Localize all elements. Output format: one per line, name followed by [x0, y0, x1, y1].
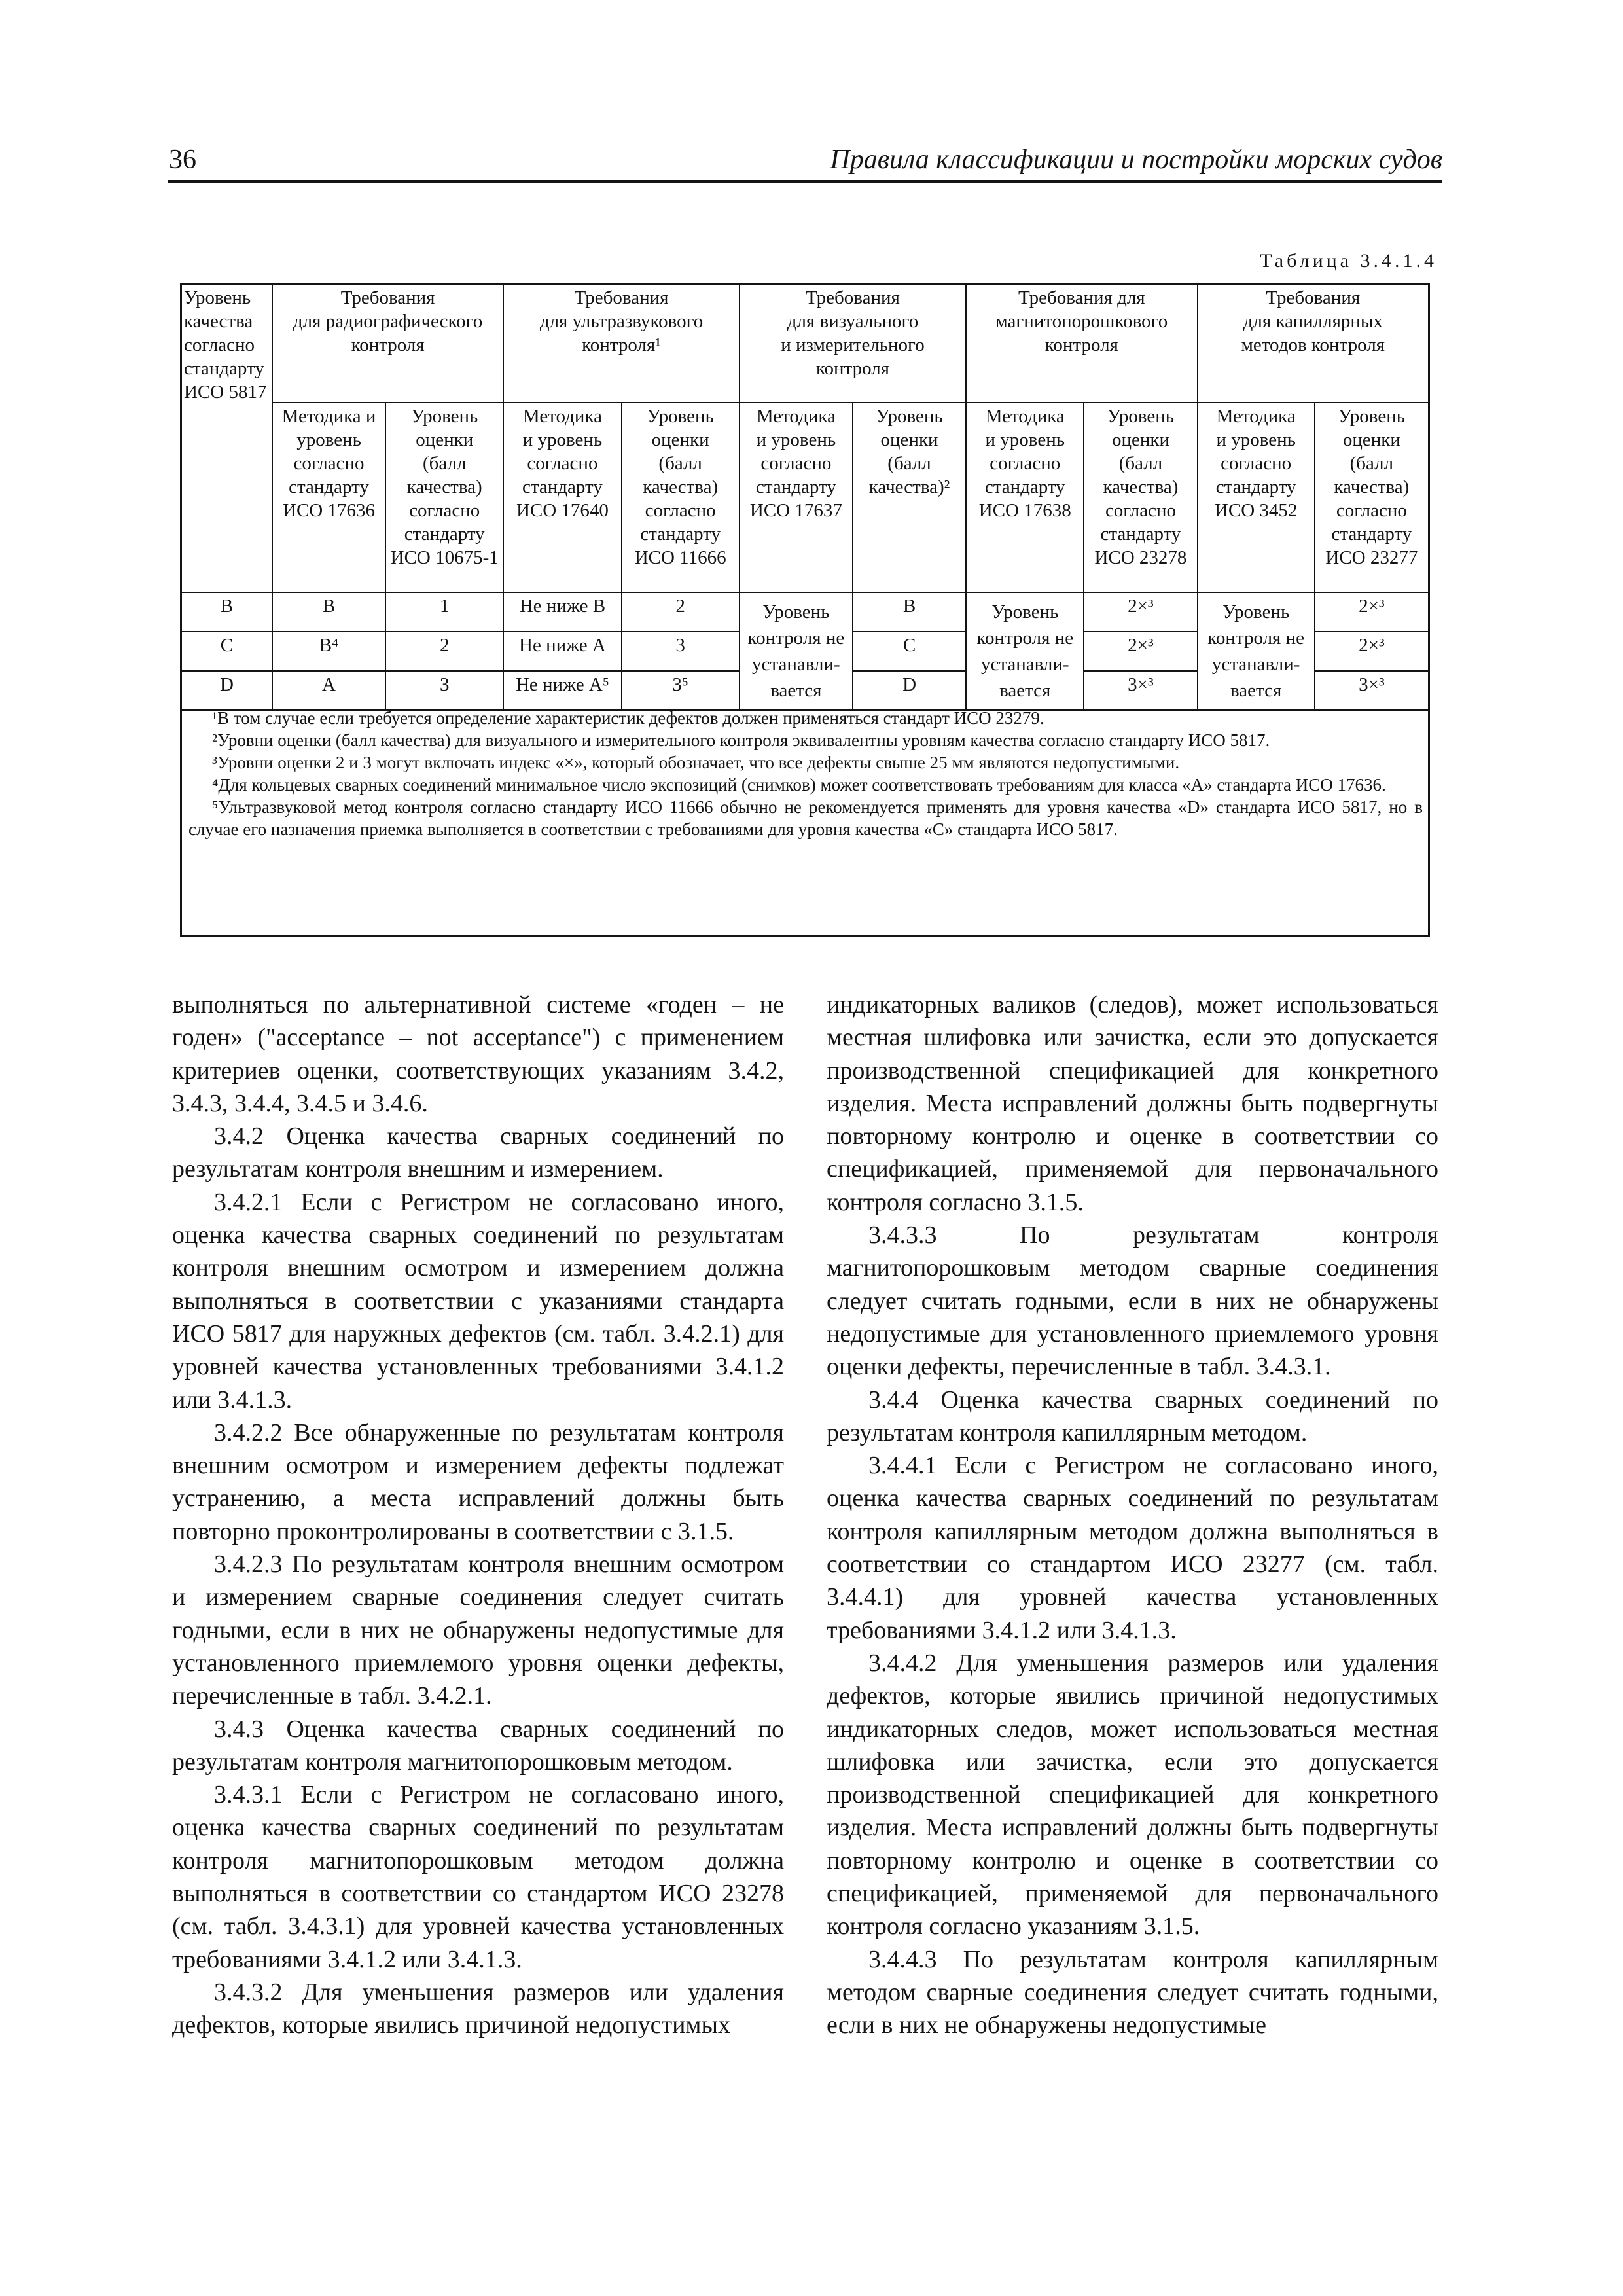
cell-cap-not-set: Уровень контроля не устанавли- вается	[1198, 592, 1315, 710]
cell-rad-method: B⁴	[272, 632, 385, 671]
cell-cap-level: 3×³	[1315, 671, 1428, 710]
footnote-2: ²Уровни оценки (балл качества) для визуального и измерительного контроля эквивалентны уровням качества согласно стандарту ИСО 5817.	[212, 730, 1270, 750]
paragraph: 3.4.3.1 Если с Регистром не согласовано иного, оценка качества сварных соединений по результатам контроля магнитопорошковым методом должна выполняться в соответствии со стандартом ИСО 23278 (см. табл. 3.4.3.1) для уровней качества установленных требованиями 3.4.1.2 или 3.4.1.3.	[172, 1781, 784, 1973]
subheader-vis-level: Уровень оценки (балл качества)²	[853, 403, 966, 592]
footnote-4: ⁴Для кольцевых сварных соединений минимальное число экспозиций (снимков) может соответствовать требованиям для класса «A» стандарта ИСО 17636.	[212, 775, 1386, 795]
cell-vis-not-set: Уровень контроля не устанавли- вается	[740, 592, 853, 710]
cell-ut-level: 2	[622, 592, 740, 632]
footnote-5: ⁵Ультразвуковой метод контроля согласно стандарту ИСО 11666 обычно не рекомендуется применять для уровня качества «D» стандарта ИСО 5817, но в случае его назначения приемка выполняется в соответствии с требованиями для уровня качества «C» стандарта ИСО 5817.	[188, 797, 1423, 839]
subheader-vis-method: Методика и уровень согласно стандарту ИСО 17637	[740, 403, 853, 592]
body-column-right	[827, 988, 1438, 2042]
paragraph: 3.4.4.2 Для уменьшения размеров или удаления дефектов, которые явились причиной недопустимых индикаторных следов, может использоваться местная шлифовка или зачистка, если это допускается производственной спецификацией для конкретного изделия. Места исправлений должны быть подвергнуты повторному контролю и оценке в соответствии со спецификацией, применяемой для первоначального контроля согласно указаниям 3.1.5.	[827, 1649, 1438, 1941]
paragraph: 3.4.2.2 Все обнаруженные по результатам контроля внешним осмотром и измерением дефекты подлежат устранению, а места исправлений должны быть повторно проконтролированы в соответствии с 3.1.5.	[172, 1418, 784, 1545]
paragraph: 3.4.2.1 Если с Регистром не согласовано иного, оценка качества сварных соединений по результатам контроля внешним осмотром и измерением должна выполняться в соответствии с указаниями стандарта ИСО 5817 для наружных дефектов (см. табл. 3.4.2.1) для уровней качества установленных требованиями 3.4.1.2 или 3.4.1.3.	[172, 1188, 784, 1414]
cell-cap-level: 2×³	[1315, 632, 1428, 671]
cell-vis-level: D	[853, 671, 966, 710]
header-magnetic: Требования для магнитопорошкового контроля	[966, 285, 1197, 403]
cell-mag-not-set: Уровень контроля не устанавли- вается	[966, 592, 1084, 710]
table-caption: Таблица 3.4.1.4	[1260, 250, 1437, 272]
subheader-cap-level: Уровень оценки (балл качества) согласно стандарту ИСО 23277	[1315, 403, 1428, 592]
footnote-3: ³Уровни оценки 2 и 3 могут включать индекс «×», который обозначает, что все дефекты свыше 25 мм являются недопустимыми.	[212, 753, 1180, 772]
paragraph: 3.4.4.1 Если с Регистром не согласовано иного, оценка качества сварных соединений по результатам контроля капиллярным методом должна выполняться в соответствии со стандартом ИСО 23277 (см. табл. 3.4.4.1) для уровней качества установленных требованиями 3.4.1.2 или 3.4.1.3.	[827, 1452, 1438, 1644]
header-visual: Требования для визуального и измерительного контроля	[740, 285, 966, 403]
section-heading: 3.4.4 Оценка качества сварных соединений по результатам контроля капиллярным методом.	[827, 1386, 1438, 1446]
page-number: 36	[169, 145, 196, 175]
paragraph: индикаторных валиков (следов), может использоваться местная шлифовка или зачистка, если это допускается производственной спецификацией для конкретного изделия. Места исправлений должны быть подвергнуты повторному контролю и оценке в соответствии со спецификацией, применяемой для первоначального контроля согласно 3.1.5.	[827, 991, 1438, 1216]
header-ultrasonic: Требования для ультразвукового контроля¹	[503, 285, 739, 403]
cell-vis-level: C	[853, 632, 966, 671]
header-capillary: Требования для капиллярных методов контроля	[1198, 285, 1428, 403]
cell-ut-level: 3	[622, 632, 740, 671]
section-heading: 3.4.2 Оценка качества сварных соединений по результатам контроля внешним и измерением.	[172, 1122, 784, 1183]
section-heading: 3.4.3 Оценка качества сварных соединений по результатам контроля магнитопорошковым методом.	[172, 1715, 784, 1776]
paragraph: 3.4.4.3 По результатам контроля капиллярным методом сварные соединения следует считать годными, если в них не обнаружены недопустимые	[827, 1945, 1438, 2039]
cell-ut-method: Не ниже B	[503, 592, 621, 632]
cell-vis-level: B	[853, 592, 966, 632]
table-header-row	[182, 285, 1428, 403]
table-subheader-row	[182, 403, 1428, 592]
cell-mag-level: 2×³	[1084, 592, 1197, 632]
subheader-ut-method: Методика и уровень согласно стандарту ИСО 17640	[503, 403, 621, 592]
cell-cap-level: 2×³	[1315, 592, 1428, 632]
cell-ut-level: 3⁵	[622, 671, 740, 710]
cell-mag-level: 2×³	[1084, 632, 1197, 671]
cell-mag-level: 3×³	[1084, 671, 1197, 710]
cell-rad-level: 1	[385, 592, 503, 632]
paragraph: выполняться по альтернативной системе «годен – не годен» ("acceptance – not acceptance") с применением критериев оценки, соответствующих указаниям 3.4.2, 3.4.3, 3.4.4, 3.4.5 и 3.4.6.	[172, 991, 784, 1117]
subheader-mag-level: Уровень оценки (балл качества) согласно стандарту ИСО 23278	[1084, 403, 1197, 592]
table-row	[182, 592, 1428, 632]
cell-rad-method: A	[272, 671, 385, 710]
subheader-cap-method: Методика и уровень согласно стандарту ИСО 3452	[1198, 403, 1315, 592]
paragraph: 3.4.3.2 Для уменьшения размеров или удаления дефектов, которые явились причиной недопустимых	[172, 1978, 784, 2039]
cell-level: B	[182, 592, 272, 632]
requirements-table-box	[180, 283, 1430, 937]
cell-ut-method: Не ниже A	[503, 632, 621, 671]
cell-level: D	[182, 671, 272, 710]
table-footnotes	[188, 707, 1423, 840]
cell-rad-method: B	[272, 592, 385, 632]
cell-rad-level: 3	[385, 671, 503, 710]
subheader-rad-level: Уровень оценки (балл качества) согласно стандарту ИСО 10675-1	[385, 403, 503, 592]
header-quality-level: Уровень качества согласно стандарту ИСО 5817	[182, 285, 272, 592]
header-rule	[168, 180, 1442, 183]
footnote-1: ¹В том случае если требуется определение характеристик дефектов должен применяться стандарт ИСО 23279.	[212, 708, 1044, 728]
subheader-rad-method: Методика и уровень согласно стандарту ИСО 17636	[272, 403, 385, 592]
cell-level: C	[182, 632, 272, 671]
subheader-ut-level: Уровень оценки (балл качества) согласно стандарту ИСО 11666	[622, 403, 740, 592]
running-head: Правила классификации и постройки морских судов	[830, 145, 1442, 175]
cell-ut-method: Не ниже A⁵	[503, 671, 621, 710]
paragraph: 3.4.2.3 По результатам контроля внешним осмотром и измерением сварные соединения следует считать годными, если в них не обнаружены недопустимые для установленного приемлемого уровня оценки дефекты, перечисленные в табл. 3.4.2.1.	[172, 1551, 784, 1710]
body-column-left	[172, 988, 784, 2042]
cell-rad-level: 2	[385, 632, 503, 671]
subheader-mag-method: Методика и уровень согласно стандарту ИСО 17638	[966, 403, 1084, 592]
requirements-table	[182, 285, 1428, 711]
header-radiographic: Требования для радиографического контроля	[272, 285, 503, 403]
paragraph: 3.4.3.3 По результатам контроля магнитопорошковым методом сварные соединения следует считать годными, если в них не обнаружены недопустимые для установленного приемлемого уровня оценки дефекты, перечисленные в табл. 3.4.3.1.	[827, 1221, 1438, 1381]
